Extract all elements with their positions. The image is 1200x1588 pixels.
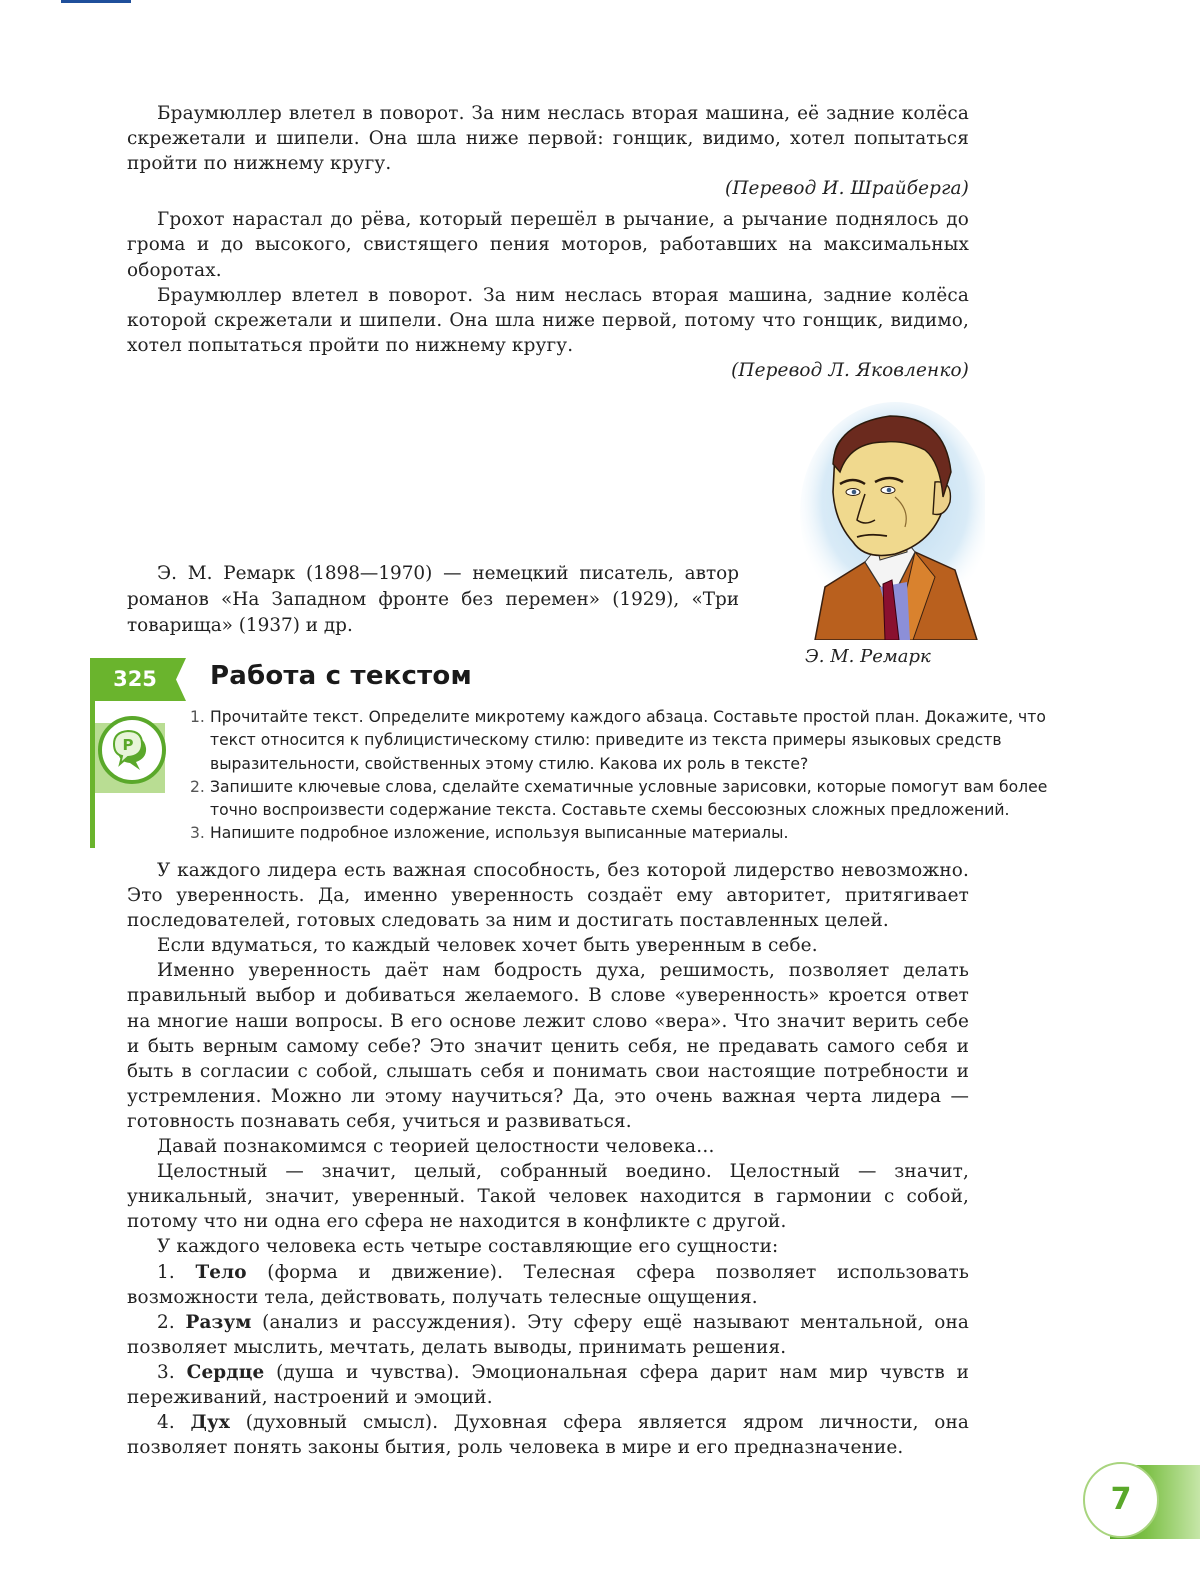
excerpt-paragraph: Браумюллер влетел в поворот. За ним неслась вторая машина, задние колёса которой скрежетали и шипели. Она шла ниже первой, потому что гонщик, видимо, хотел попытаться пройти по нижнему кругу. bbox=[127, 284, 969, 356]
component-item bbox=[127, 1410, 969, 1460]
exercise-task-list bbox=[190, 706, 1070, 846]
top-edge-bar bbox=[61, 0, 131, 3]
pupil bbox=[852, 490, 857, 495]
task-text: Напишите подробное изложение, используя выписанные материалы. bbox=[210, 824, 789, 843]
component-term: Дух bbox=[190, 1412, 231, 1434]
text-paragraph: Если вдуматься, то каждый человек хочет быть уверенным в себе. bbox=[157, 935, 818, 957]
component-item bbox=[127, 1260, 969, 1310]
component-item bbox=[127, 1310, 969, 1360]
task-number: 2. bbox=[190, 777, 205, 796]
component-number: 4. bbox=[157, 1412, 175, 1434]
pupil bbox=[887, 488, 892, 493]
excerpt-paragraph: Грохот нарастал до рёва, который перешёл в рычание, а рычание поднялось до грома и до высокого, свистящего пения моторов, работавших на максимальных оборотах. bbox=[127, 209, 969, 281]
portrait-caption: Э. М. Ремарк bbox=[805, 646, 931, 667]
text-paragraph: Именно уверенность даёт нам бодрость духа, решимость, позволяет делать правильный выбор и добиваться желаемого. В слове «уверенность» кроется ответ на многие наши вопросы. В его основе лежит слово «вера». Что значит верить себе и быть верным самому себе? Это значит ценить себя, не предавать самого себя и быть в согласии с собой, слышать себя и понимать свои настоящие потребности и устремления. Можно ли этому научиться? Да, это очень важная черта лидера — готовность познавать себя, учиться и развиваться. bbox=[127, 960, 969, 1132]
component-term: Тело bbox=[195, 1261, 247, 1283]
component-number: 3. bbox=[157, 1361, 175, 1383]
component-number: 1. bbox=[157, 1261, 175, 1283]
component-item bbox=[127, 1360, 969, 1410]
component-term: Разум bbox=[185, 1311, 252, 1333]
task-item bbox=[190, 822, 1070, 845]
component-text: (форма и движение). Телесная сфера позволяет использовать возможности тела, действовать, получать телесные ощущения. bbox=[127, 1261, 970, 1308]
translation-excerpts bbox=[127, 101, 969, 383]
page-number: 7 bbox=[1110, 1482, 1132, 1517]
author-bio bbox=[127, 561, 739, 639]
component-text: (душа и чувства). Эмоциональная сфера дарит нам мир чувств и переживаний, настроений и эмоций. bbox=[127, 1361, 970, 1408]
component-text: (анализ и рассуждения). Эту сферу ещё называют ментальной, она позволяет мыслить, мечтать, делать выводы, принимать решения. bbox=[127, 1311, 969, 1358]
task-text: Прочитайте текст. Определите микротему каждого абзаца. Составьте простой план. Докажите, что текст относится к публицистическому стилю: приведите из текста примеры языковых средств выразительности, свойственных этому стилю. Какова их роль в тексте? bbox=[210, 708, 1046, 773]
task-item bbox=[190, 776, 1070, 823]
task-number: 3. bbox=[190, 824, 205, 843]
text-paragraph: У каждого лидера есть важная способность, без которой лидерство невозможно. Это уверенность. Да, именно уверенность создаёт ему авторитет, притягивает последователей, готовых следовать за ним и достигать поставленных целей. bbox=[127, 860, 969, 932]
text-paragraph: У каждого человека есть четыре составляющие его сущности: bbox=[157, 1236, 779, 1258]
component-text: (духовный смысл). Духовная сфера является ядром личности, она позволяет понять законы бытия, роль человека в мире и его предназначение. bbox=[127, 1412, 970, 1459]
task-item bbox=[190, 706, 1070, 776]
icon-letter: Р bbox=[122, 736, 134, 754]
author-bio-text: Э. М. Ремарк (1898—1970) — немецкий писатель, автор романов «На Западном фронте без перемен» (1929), «Три товарища» (1937) и др. bbox=[127, 563, 739, 636]
portrait-illustration bbox=[795, 402, 985, 640]
excerpt-paragraph: Браумюллер влетел в поворот. За ним неслась вторая машина, её задние колёса скрежетали и шипели. Она шла ниже первой: гонщик, видимо, хотел попытаться пройти по нижнему кругу. bbox=[127, 103, 969, 175]
component-number: 2. bbox=[157, 1311, 175, 1333]
attribution: (Перевод Л. Яковленко) bbox=[731, 359, 969, 381]
task-number: 1. bbox=[190, 708, 205, 726]
exercise-number: 325 bbox=[113, 667, 157, 691]
text-paragraph: Целостный — значит, целый, собранный воедино. Целостный — значит, уникальный, значит, уверенный. Такой человек находится в гармонии с собой, потому что ни одна его сфера не находится в конфликте с другой. bbox=[127, 1161, 969, 1233]
text-paragraph: Давай познакомимся с теорией целостности человека… bbox=[157, 1136, 715, 1158]
task-text: Запишите ключевые слова, сделайте схематичные условные зарисовки, которые помогут вам более точно воспроизвести содержание текста. Составьте схемы бессоюзных сложных предложений. bbox=[210, 777, 1048, 820]
main-text bbox=[127, 858, 969, 1460]
attribution: (Перевод И. Шрайберга) bbox=[725, 178, 969, 200]
speech-bubble-r-icon bbox=[96, 714, 168, 786]
exercise-title: Работа с текстом bbox=[210, 661, 472, 691]
component-term: Сердце bbox=[186, 1361, 265, 1383]
